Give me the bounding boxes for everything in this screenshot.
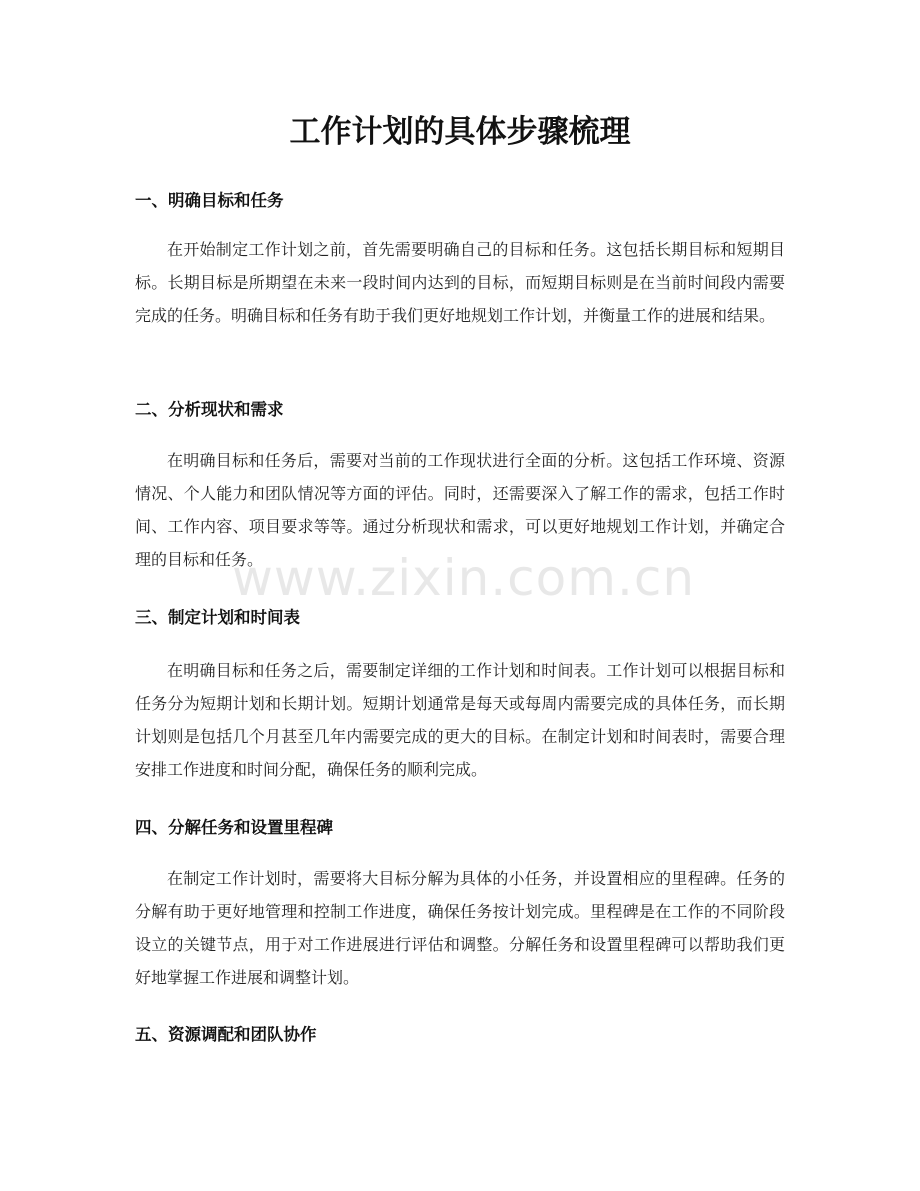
- section-heading-5: 五、资源调配和团队协作: [135, 1025, 317, 1044]
- section-body-2: 在明确目标和任务后，需要对当前的工作现状进行全面的分析。这包括工作环境、资源情况、个人能力和团队情况等方面的评估。同时，还需要深入了解工作的需求，包括工作时间、工作内容、项目要求等等。通过分析现状和需求，可以更好地规划工作计划，并确定合理的目标和任务。: [135, 451, 785, 569]
- section-body-1: 在开始制定工作计划之前，首先需要明确自己的目标和任务。这包括长期目标和短期目标。长期目标是所期望在未来一段时间内达到的目标，而短期目标则是在当前时间段内需要完成的任务。明确目标和任务有助于我们更好地规划工作计划，并衡量工作的进展和结果。: [135, 240, 785, 325]
- section-heading-3: 三、制定计划和时间表: [135, 608, 300, 627]
- section-heading-4: 四、分解任务和设置里程碑: [135, 818, 333, 837]
- section-heading-1: 一、明确目标和任务: [135, 191, 284, 210]
- section-heading-2: 二、分析现状和需求: [135, 400, 284, 419]
- section-body-3: 在明确目标和任务之后，需要制定详细的工作计划和时间表。工作计划可以根据目标和任务分为短期计划和长期计划。短期计划通常是每天或每周内需要完成的具体任务，而长期计划则是包括几个月甚至几年内需要完成的更大的目标。在制定计划和时间表时，需要合理安排工作进度和时间分配，确保任务的顺利完成。: [135, 661, 785, 779]
- document-title: 工作计划的具体步骤梳理: [289, 114, 631, 150]
- section-body-4: 在制定工作计划时，需要将大目标分解为具体的小任务，并设置相应的里程碑。任务的分解有助于更好地管理和控制工作进度，确保任务按计划完成。里程碑是在工作的不同阶段设立的关键节点，用于对工作进展进行评估和调整。分解任务和设置里程碑可以帮助我们更好地掌握工作进展和调整计划。: [135, 869, 785, 987]
- watermark: www.zixin.com.cn: [232, 549, 696, 607]
